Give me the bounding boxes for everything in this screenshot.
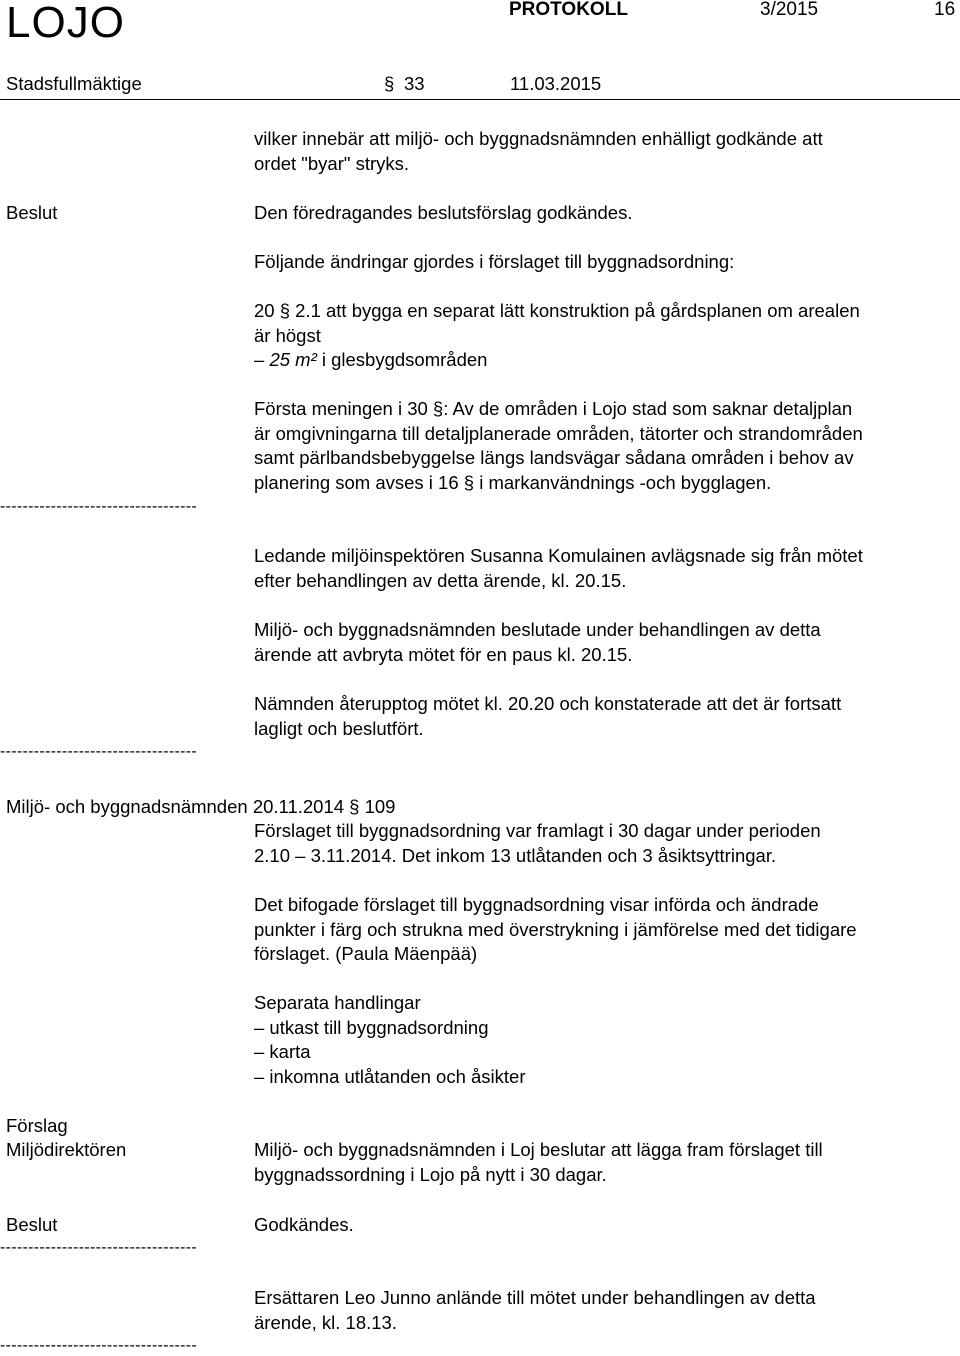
divider: ----------------------------------- [0,1337,197,1354]
attached-paragraph: Det bifogade förslaget till byggnadsordning visar införda och ändrade punkter i färg och strukna med överstrykning i jämförelse med det tidigare förslaget. (Paula Mäenpää) [254,894,857,964]
beslut-label: Beslut [6,1214,58,1235]
issue-number: 3/2015 [760,0,819,20]
forslag-text: Miljö- och byggnadsnämnden i Loj beslutar att lägga fram förslaget till byggnadssordning i Lojo på nytt i 30 dagar. [254,1139,823,1185]
resume-paragraph: Nämnden återupptog mötet kl. 20.20 och konstaterade att det är fortsatt lagligt och beslutfört. [254,693,842,739]
divider: ----------------------------------- [0,1239,197,1256]
changes-intro: Följande ändringar gjordes i förslaget till byggnadsordning: [254,251,735,272]
list-item: – inkomna utlåtanden och åsikter [254,1065,526,1087]
divider: ----------------------------------- [0,498,197,515]
paragraph-30: Första meningen i 30 §: Av de områden i Lojo stad som saknar detaljplan är omgivningarna till detaljplanerade områden, tätorter och strandområden samt pärlbandsbebyggelse längs landsvägar sådana områden i behov av planering som avses i 16 § i markanvändnings -och bygglagen. [254,398,863,493]
forslag-author: Miljödirektören [6,1139,127,1160]
doc-type: PROTOKOLL [509,0,628,20]
paragraph-20-item: – 25 m² i glesbygdsområden [254,349,488,370]
section-number: 33 [404,73,425,94]
intro-paragraph: vilker innebär att miljö- och byggnadsnämnden enhälligt godkände att ordet "byar" stryks. [254,128,823,174]
divider: ----------------------------------- [0,743,197,760]
paragraph-20: 20 § 2.1 att bygga en separat lätt konstruktion på gårdsplanen om arealen är högst – 25 m² i glesbygdsområden [254,299,954,373]
beslut-text: Den föredragandes beslutsförslag godkändes. [254,202,633,223]
separate-documents [254,991,954,1089]
forslag-label: Förslag [6,1115,68,1136]
list-item: – karta [254,1041,311,1062]
meeting-date: 11.03.2015 [510,73,602,94]
beslut-text: Godkändes. [254,1214,354,1235]
header-rule [0,99,960,100]
section-sign: § [384,73,395,94]
separate-documents-heading: Separata handlingar [254,992,421,1013]
committee-reference: Miljö- och byggnadsnämnden 20.11.2014 § 109 [6,796,396,817]
logo: LOJO [6,0,125,47]
beslut-label: Beslut [6,202,58,223]
list-item: – utkast till byggnadsordning [254,1016,489,1038]
leave-paragraph: Ledande miljöinspektören Susanna Komulainen avlägsnade sig från mötet efter behandlingen av detta ärende, kl. 20.15. [254,545,863,591]
pause-paragraph: Miljö- och byggnadsnämnden beslutade under behandlingen av detta ärende att avbryta mötet för en paus kl. 20.15. [254,619,821,665]
page-number: 16 [934,0,956,20]
body-name: Stadsfullmäktige [6,73,142,94]
proposal-public-paragraph: Förslaget till byggnadsordning var framlagt i 30 dagar under perioden 2.10 – 3.11.2014. Det inkom 13 utlåtanden och 3 åsiktsyttringar. [254,820,821,866]
arrival-paragraph: Ersättaren Leo Junno anlände till mötet under behandlingen av detta ärende, kl. 18.13. [254,1287,816,1333]
